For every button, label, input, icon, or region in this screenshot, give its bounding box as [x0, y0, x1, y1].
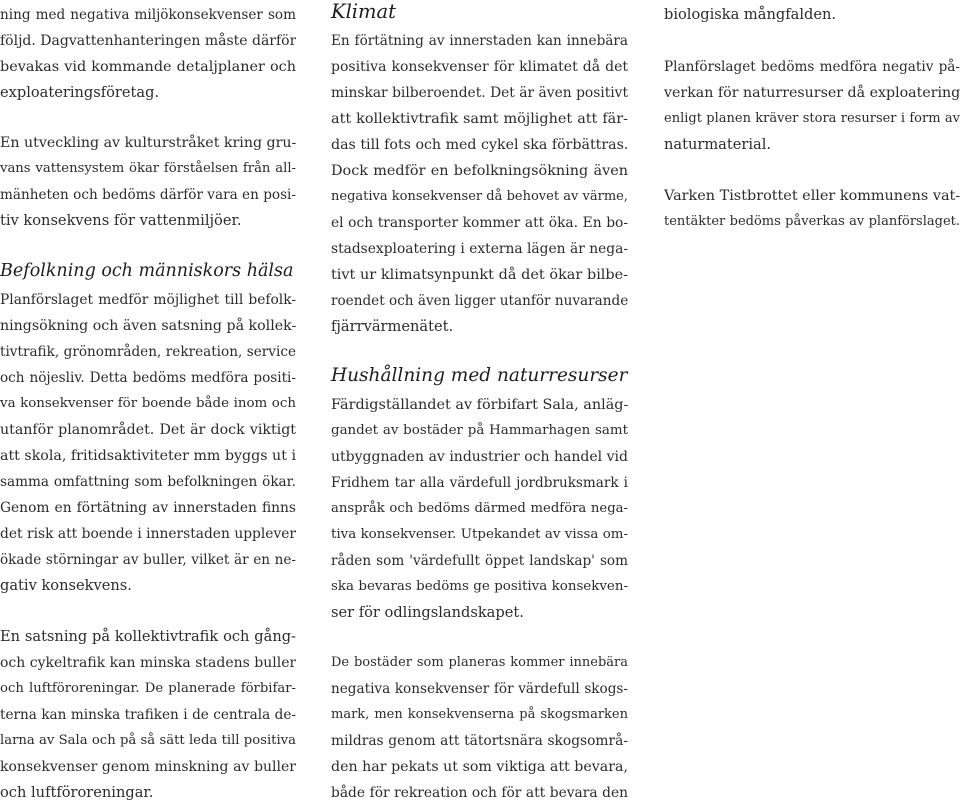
- text-line: det risk att boende i innerstaden upplever: [0, 526, 296, 542]
- paragraph: [0, 2, 296, 106]
- text-line: både för rekreation och för att bevara den: [331, 785, 628, 801]
- paragraph: [664, 54, 960, 158]
- text-line: De bostäder som planeras kommer innebära: [331, 655, 628, 670]
- section-klimat: [331, 0, 628, 340]
- text-line: Dock medför en befolkningsökning även: [331, 163, 628, 179]
- text-line: och luftföroreningar. De planerade förbifar-: [0, 681, 296, 696]
- text-line: Planförslaget medför möjlighet till befolk-: [0, 292, 296, 308]
- text-line: att skola, fritidsaktiviteter mm byggs ut i: [0, 448, 296, 464]
- paragraph: [664, 183, 960, 235]
- text-line: Planförslaget bedöms medföra negativ på-: [664, 59, 960, 75]
- text-line: vans vattensystem ökar förståelsen från all-: [0, 161, 296, 176]
- text-line: att kollektivtrafik samt möjlighet att fär-: [331, 111, 628, 127]
- paragraph: [331, 392, 628, 626]
- text-line: positiva konsekvenser för klimatet då det: [331, 59, 628, 75]
- text-line: tiv konsekvens för vattenmiljöer.: [0, 212, 242, 229]
- text-line: ningsökning och även satsning på kollek-: [0, 318, 296, 334]
- paragraph: [0, 624, 296, 806]
- paragraph: [331, 650, 628, 806]
- text-line: Genom en förtätning av innerstaden finns: [0, 500, 296, 516]
- text-line: utanför planområdet. Det är dock viktigt: [0, 422, 296, 438]
- paragraph: [331, 28, 628, 340]
- text-line: verkan för naturresurser då exploatering: [664, 85, 960, 101]
- text-line: mildras genom att tätortsnära skogsområ-: [331, 733, 628, 749]
- text-line: ning med negativa miljökonsekvenser som: [0, 7, 296, 23]
- text-line: mark, men konsekvenserna på skogsmarken: [331, 707, 628, 722]
- text-line: Färdigställandet av förbifart Sala, anläg-: [331, 397, 628, 413]
- text-line: terna kan minska trafiken i de centrala de-: [0, 707, 296, 723]
- text-line: ser för odlingslandskapet.: [331, 604, 524, 621]
- text-line: negativa konsekvenser då behovet av värme,: [331, 189, 628, 204]
- text-line: roendet och även ligger utanför nuvarande: [331, 293, 628, 309]
- text-line: bevakas vid kommande detaljplaner och: [0, 59, 296, 75]
- text-line: och luftföroreningar.: [0, 784, 154, 801]
- text-line: enligt planen kräver stora resurser i form av: [664, 111, 960, 126]
- text-line: samma omfattning som befolkningen ökar.: [0, 474, 296, 490]
- text-line: och cykeltrafik kan minska stadens buller: [0, 655, 296, 671]
- text-line: Fridhem tar alla värdefull jordbruksmark i: [331, 475, 628, 491]
- text-line: exploateringsföretag.: [0, 84, 160, 101]
- text-line: tivtrafik, grönområden, rekreation, service: [0, 344, 296, 360]
- text-line: biologiska mångfalden.: [664, 6, 836, 23]
- text-line: fjärrvärmenätet.: [331, 318, 454, 335]
- text-line: tivt ur klimatsynpunkt då det ökar bilbe-: [331, 267, 628, 283]
- section-heading: Hushållning med naturresurser: [331, 365, 628, 386]
- text-line: gativ konsekvens.: [0, 577, 132, 594]
- text-line: gandet av bostäder på Hammarhagen samt: [331, 423, 628, 438]
- text-line: ska bevaras bedöms ge positiva konsekven-: [331, 579, 628, 594]
- text-line: negativa konsekvenser för värdefull skogs-: [331, 681, 628, 697]
- text-line: ökade störningar av buller, vilket är en ne-: [0, 552, 296, 568]
- text-line: mänheten och bedöms därför vara en posi-: [0, 187, 296, 203]
- paragraph: [0, 287, 296, 599]
- text-line: anspråk och bedöms därmed medföra nega-: [331, 501, 628, 516]
- text-line: råden som 'värdefullt öppet landskap' som: [331, 553, 628, 569]
- text-line: el och transporter kommer att öka. En bo-: [331, 215, 628, 231]
- text-line: utbyggnaden av industrier och handel vid: [331, 449, 628, 465]
- text-line: tentäkter bedöms påverkas av planförslaget.: [664, 214, 960, 229]
- section-befolkning: [0, 255, 296, 599]
- text-line: naturmaterial.: [664, 136, 772, 153]
- text-line: konsekvenser genom minskning av buller: [0, 759, 296, 775]
- text-line: va konsekvenser för boende både inom och: [0, 396, 296, 411]
- text-line: En utveckling av kulturstråket kring gru-: [0, 135, 296, 151]
- text-line: stadsexploatering i externa lägen är nega-: [331, 241, 628, 257]
- section-hushallning: [331, 360, 628, 626]
- text-line: minskar bilberoendet. Det är även positivt: [331, 85, 628, 101]
- text-line: larna av Sala och på så sätt leda till positiva: [0, 733, 296, 748]
- section-heading: Befolkning och människors hälsa: [0, 261, 294, 281]
- text-line: den har pekats ut som viktiga att bevara,: [331, 759, 628, 775]
- text-line: följd. Dagvattenhanteringen måste därför: [0, 33, 296, 49]
- section-heading: Klimat: [331, 0, 396, 23]
- text-line: och nöjesliv. Detta bedöms medföra positi-: [0, 370, 296, 386]
- text-line: Varken Tistbrottet eller kommunens vat-: [664, 188, 960, 204]
- text-line: En satsning på kollektivtrafik och gång-: [0, 628, 296, 645]
- paragraph: [0, 130, 296, 234]
- text-line: tiva konsekvenser. Utpekandet av vissa om-: [331, 527, 628, 542]
- text-line: En förtätning av innerstaden kan innebära: [331, 33, 628, 49]
- paragraph: [664, 2, 960, 28]
- text-line: das till fots och med cykel ska förbättras.: [331, 137, 628, 153]
